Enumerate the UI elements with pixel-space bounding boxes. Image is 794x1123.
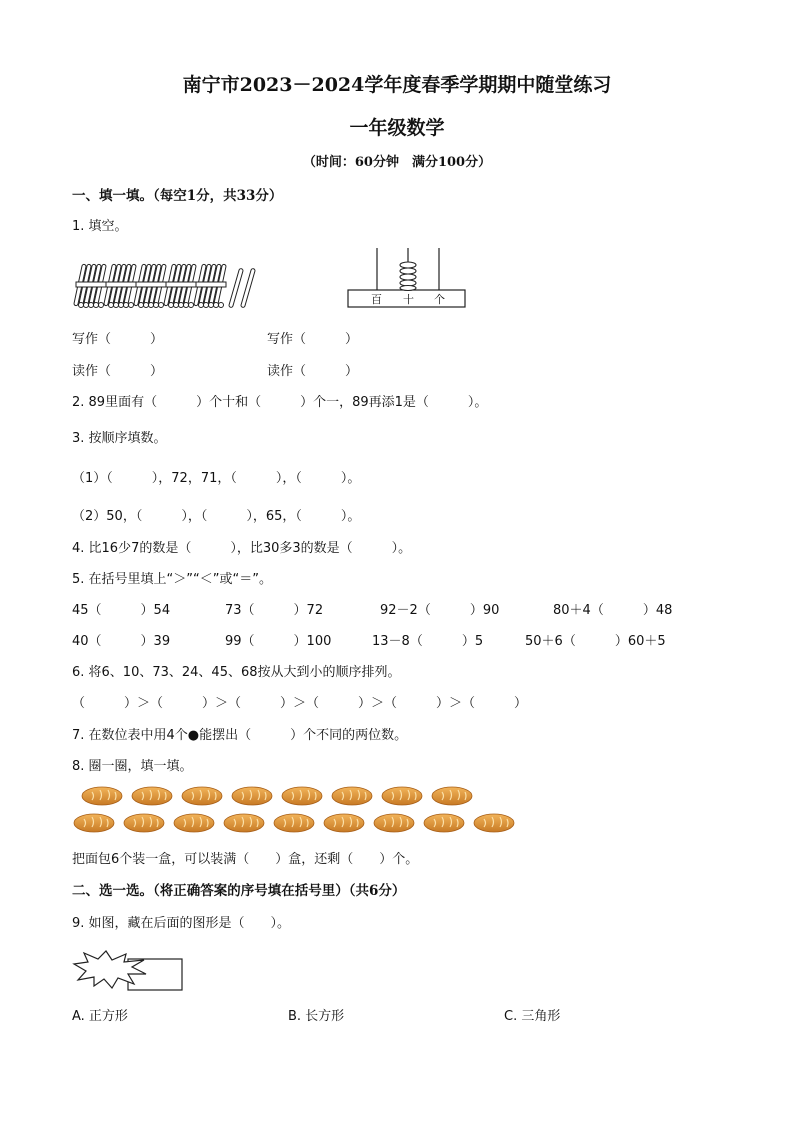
abacus-label-tens: 十 [403, 293, 414, 306]
bread-loaf [432, 787, 472, 805]
q1-read-right: 读作（ ） [267, 364, 359, 379]
q5-item: 40（ ）39 [72, 634, 171, 649]
bread-loaf [224, 814, 264, 832]
q1-read-left: 读作（ ） [72, 364, 164, 379]
bread-loaf [374, 814, 414, 832]
bread-loaf [274, 814, 314, 832]
section-2-heading: 二、选一选。（将正确答案的序号填在括号里）（共6分） [72, 883, 406, 899]
stick-bundle [164, 264, 197, 307]
q5-item: 99（ ）100 [225, 634, 332, 649]
page-subtitle: 一年级数学 [349, 117, 445, 139]
bread-loaf [324, 814, 364, 832]
stick-bundle [74, 264, 107, 307]
stick-bundles-figure [74, 262, 264, 312]
abacus-label-ones: 个 [434, 293, 445, 306]
bread-loaf [174, 814, 214, 832]
abacus-label-hundreds: 百 [371, 293, 382, 306]
q6-label: 6. 将6、10、73、24、45、68按从大到小的顺序排列。 [72, 665, 401, 680]
stick-bundle [194, 264, 227, 307]
bread-loaf [82, 787, 122, 805]
q5-label: 5. 在括号里填上“＞”“＜”或“＝”。 [72, 572, 272, 587]
q8-answer: 把面包6个装一盒，可以装满（ ）盒，还剩（ ）个。 [72, 852, 419, 867]
bread-loaf [132, 787, 172, 805]
q8-label: 8. 圈一圈，填一填。 [72, 759, 193, 774]
q5-item: 13－8（ ）5 [372, 634, 484, 649]
bread-loaf [232, 787, 272, 805]
q2-text: 2. 89里面有（ ）个十和（ ）个一，89再添1是（ ）。 [72, 395, 488, 410]
single-stick [229, 268, 244, 308]
q3-line-2: （2）50，（ ），（ ），65，（ ）。 [72, 509, 361, 524]
q5-item: 92－2（ ）90 [380, 603, 500, 618]
q1-label: 1. 填空。 [72, 219, 128, 234]
q1-write-left: 写作（ ） [72, 332, 164, 347]
q7-text: 7. 在数位表中用4个●能摆出（ ）个不同的两位数。 [72, 728, 408, 743]
q9-option-c: C. 三角形 [504, 1009, 561, 1024]
bread-loaf [74, 814, 114, 832]
q3-line-1: （1）（ ），72，71，（ ），（ ）。 [72, 471, 361, 486]
bread-loaf [382, 787, 422, 805]
q9-label: 9. 如图，藏在后面的图形是（ ）。 [72, 916, 291, 931]
q5-item: 50＋6（ ）60＋5 [525, 634, 666, 649]
time-info: （时间：60分钟 满分100分） [302, 155, 492, 170]
bread-loaf [182, 787, 222, 805]
stick-bundle [134, 264, 167, 307]
bread-figure [72, 782, 522, 838]
stick-bundle [104, 264, 137, 307]
abacus-beads [400, 262, 416, 291]
bread-loaf [282, 787, 322, 805]
q9-option-b: B. 长方形 [288, 1009, 345, 1024]
q1-write-right: 写作（ ） [267, 332, 359, 347]
q6-answer-line: （ ）＞（ ）＞（ ）＞（ ）＞（ ）＞（ ） [72, 696, 528, 711]
bread-loaf [474, 814, 514, 832]
q4-text: 4. 比16少7的数是（ ），比30多3的数是（ ）。 [72, 541, 412, 556]
q5-item: 45（ ）54 [72, 603, 171, 618]
q9-option-a: A. 正方形 [72, 1009, 128, 1024]
q5-item: 73（ ）72 [225, 603, 324, 618]
q5-item: 80＋4（ ）48 [553, 603, 673, 618]
q3-label: 3. 按顺序填数。 [72, 431, 167, 446]
bread-loaf [332, 787, 372, 805]
page-title: 南宁市2023－2024学年度春季学期期中随堂练习 [182, 74, 612, 96]
section-1-heading: 一、填一填。（每空1分，共33分） [72, 188, 283, 204]
hidden-shape-figure [72, 950, 187, 994]
bread-loaf [424, 814, 464, 832]
single-stick [241, 268, 256, 308]
bread-loaf [124, 814, 164, 832]
